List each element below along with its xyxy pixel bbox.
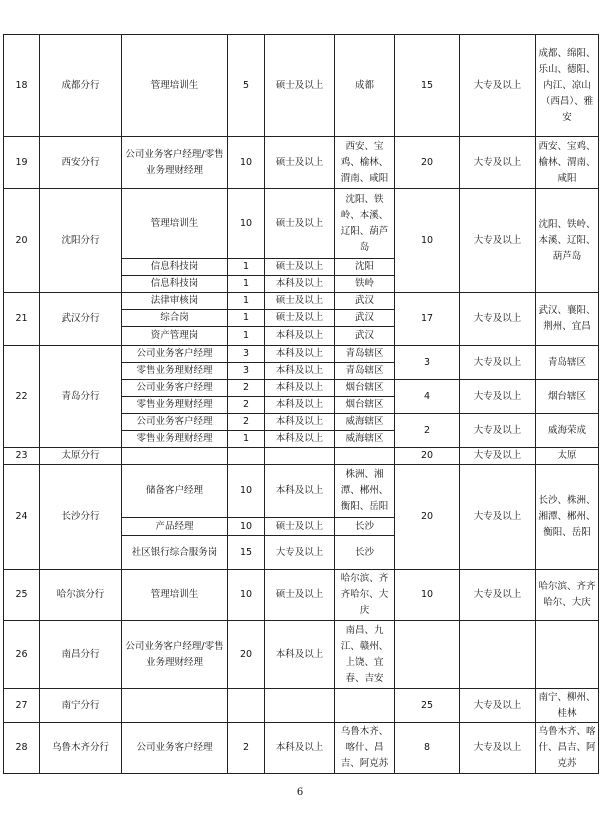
education: 大专及以上 [265,536,335,570]
position: 产品经理 [122,518,228,536]
headcount-2: 25 [395,689,460,723]
headcount: 15 [228,536,265,570]
row-number: 27 [4,689,40,723]
location: 武汉 [335,310,395,327]
headcount: 1 [228,276,265,293]
row-number: 22 [4,346,40,448]
location: 铁岭 [335,276,395,293]
location-2: 武汉、襄阳、荆州、宜昌 [536,293,599,346]
education-2: 大专及以上 [460,465,536,570]
location: 乌鲁木齐、喀什、昌吉、阿克苏 [335,723,395,774]
headcount: 2 [228,397,265,414]
position: 管理培训生 [122,570,228,621]
education: 硕士及以上 [265,189,335,259]
education: 本科及以上 [265,723,335,774]
location-2 [536,621,599,689]
row-number: 20 [4,189,40,293]
education-2: 大专及以上 [460,414,536,448]
location-2: 烟台辖区 [536,380,599,414]
education: 硕士及以上 [265,310,335,327]
headcount-2: 20 [395,448,460,465]
headcount-2: 20 [395,465,460,570]
education: 本科及以上 [265,414,335,431]
row-number: 18 [4,35,40,137]
row-number: 28 [4,723,40,774]
branch-name: 青岛分行 [40,346,122,448]
headcount: 10 [228,518,265,536]
location: 威海辖区 [335,431,395,448]
headcount [228,689,265,723]
education: 本科及以上 [265,431,335,448]
education: 本科及以上 [265,363,335,380]
location: 西安、宝鸡、榆林、渭南、咸阳 [335,137,395,189]
position: 公司业务客户经理 [122,346,228,363]
headcount: 2 [228,723,265,774]
position: 信息科技岗 [122,276,228,293]
table-row [4,465,599,518]
headcount: 20 [228,621,265,689]
education: 本科及以上 [265,346,335,363]
headcount [228,448,265,465]
position: 零售业务理财经理 [122,363,228,380]
table-row [4,723,599,774]
education-2: 大专及以上 [460,570,536,621]
position: 公司业务客户经理/零售业务理财经理 [122,621,228,689]
headcount-2: 10 [395,570,460,621]
position: 公司业务客户经理 [122,380,228,397]
education: 本科及以上 [265,327,335,346]
headcount: 5 [228,35,265,137]
location [335,448,395,465]
location-2: 太原 [536,448,599,465]
branch-name: 南宁分行 [40,689,122,723]
education-2: 大专及以上 [460,448,536,465]
table-row [4,189,599,259]
table-row [4,570,599,621]
position: 储备客户经理 [122,465,228,518]
branch-name: 哈尔滨分行 [40,570,122,621]
location: 烟台辖区 [335,380,395,397]
location-2: 成都、绵阳、乐山、德阳、内江、凉山（西昌）、雅安 [536,35,599,137]
headcount: 3 [228,363,265,380]
education: 本科及以上 [265,465,335,518]
location: 武汉 [335,327,395,346]
location: 武汉 [335,293,395,310]
education-2: 大专及以上 [460,723,536,774]
position: 零售业务理财经理 [122,397,228,414]
headcount: 1 [228,431,265,448]
location: 烟台辖区 [335,397,395,414]
headcount: 1 [228,310,265,327]
row-number: 26 [4,621,40,689]
headcount: 10 [228,570,265,621]
education-2: 大专及以上 [460,35,536,137]
headcount-2: 17 [395,293,460,346]
education-2: 大专及以上 [460,380,536,414]
headcount: 10 [228,189,265,259]
headcount-2: 8 [395,723,460,774]
location-2: 南宁、柳州、桂林 [536,689,599,723]
headcount-2: 3 [395,346,460,380]
row-number: 23 [4,448,40,465]
branch-name: 南昌分行 [40,621,122,689]
position: 公司业务客户经理 [122,723,228,774]
location: 长沙 [335,518,395,536]
location: 成都 [335,35,395,137]
education: 本科及以上 [265,380,335,397]
headcount-2: 10 [395,189,460,293]
location: 沈阳、铁岭、本溪、辽阳、葫芦岛 [335,189,395,259]
education: 本科及以上 [265,276,335,293]
headcount-2: 20 [395,137,460,189]
location-2: 长沙、株洲、湘潭、郴州、衡阳、岳阳 [536,465,599,570]
location: 青岛辖区 [335,346,395,363]
branch-name: 西安分行 [40,137,122,189]
branch-name: 长沙分行 [40,465,122,570]
location: 青岛辖区 [335,363,395,380]
branch-name: 沈阳分行 [40,189,122,293]
position: 社区银行综合服务岗 [122,536,228,570]
position: 管理培训生 [122,35,228,137]
table-row [4,137,599,189]
education: 本科及以上 [265,397,335,414]
row-number: 25 [4,570,40,621]
headcount: 1 [228,259,265,276]
education-2: 大专及以上 [460,689,536,723]
position: 法律审核岗 [122,293,228,310]
education [265,448,335,465]
education-2: 大专及以上 [460,293,536,346]
headcount: 1 [228,327,265,346]
location-2: 威海荣成 [536,414,599,448]
branch-name: 乌鲁木齐分行 [40,723,122,774]
position: 信息科技岗 [122,259,228,276]
location: 哈尔滨、齐齐哈尔、大庆 [335,570,395,621]
location-2: 沈阳、铁岭、本溪、辽阳、葫芦岛 [536,189,599,293]
recruitment-table [3,34,599,774]
table-row [4,621,599,689]
position: 公司业务客户经理 [122,414,228,431]
location-2: 哈尔滨、齐齐哈尔、大庆 [536,570,599,621]
headcount: 3 [228,346,265,363]
location: 南昌、九江、赣州、上饶、宜春、吉安 [335,621,395,689]
position: 公司业务客户经理/零售业务理财经理 [122,137,228,189]
headcount-2: 2 [395,414,460,448]
location: 株洲、湘潭、郴州、衡阳、岳阳 [335,465,395,518]
branch-name: 武汉分行 [40,293,122,346]
location-2: 西安、宝鸡、榆林、渭南、咸阳 [536,137,599,189]
location: 沈阳 [335,259,395,276]
page-number: 6 [296,787,304,798]
branch-name: 成都分行 [40,35,122,137]
education: 硕士及以上 [265,137,335,189]
position [122,689,228,723]
education [265,689,335,723]
location: 威海辖区 [335,414,395,431]
education: 硕士及以上 [265,293,335,310]
headcount-2: 15 [395,35,460,137]
education: 本科及以上 [265,621,335,689]
education-2: 大专及以上 [460,189,536,293]
headcount: 10 [228,465,265,518]
position: 资产管理岗 [122,327,228,346]
table-row [4,346,599,363]
row-number: 24 [4,465,40,570]
location-2: 乌鲁木齐、喀什、昌吉、阿克苏 [536,723,599,774]
table-row [4,35,599,137]
position: 综合岗 [122,310,228,327]
row-number: 19 [4,137,40,189]
position: 管理培训生 [122,189,228,259]
headcount: 10 [228,137,265,189]
table-row [4,689,599,723]
location [335,689,395,723]
headcount-2 [395,621,460,689]
headcount: 2 [228,380,265,397]
row-number: 21 [4,293,40,346]
education-2: 大专及以上 [460,346,536,380]
education-2: 大专及以上 [460,137,536,189]
headcount-2: 4 [395,380,460,414]
education: 硕士及以上 [265,259,335,276]
education: 硕士及以上 [265,518,335,536]
education: 硕士及以上 [265,35,335,137]
headcount: 1 [228,293,265,310]
branch-name: 太原分行 [40,448,122,465]
table-row [4,448,599,465]
position: 零售业务理财经理 [122,431,228,448]
headcount: 2 [228,414,265,431]
location-2: 青岛辖区 [536,346,599,380]
education-2 [460,621,536,689]
location: 长沙 [335,536,395,570]
position [122,448,228,465]
education: 硕士及以上 [265,570,335,621]
table-row [4,293,599,310]
